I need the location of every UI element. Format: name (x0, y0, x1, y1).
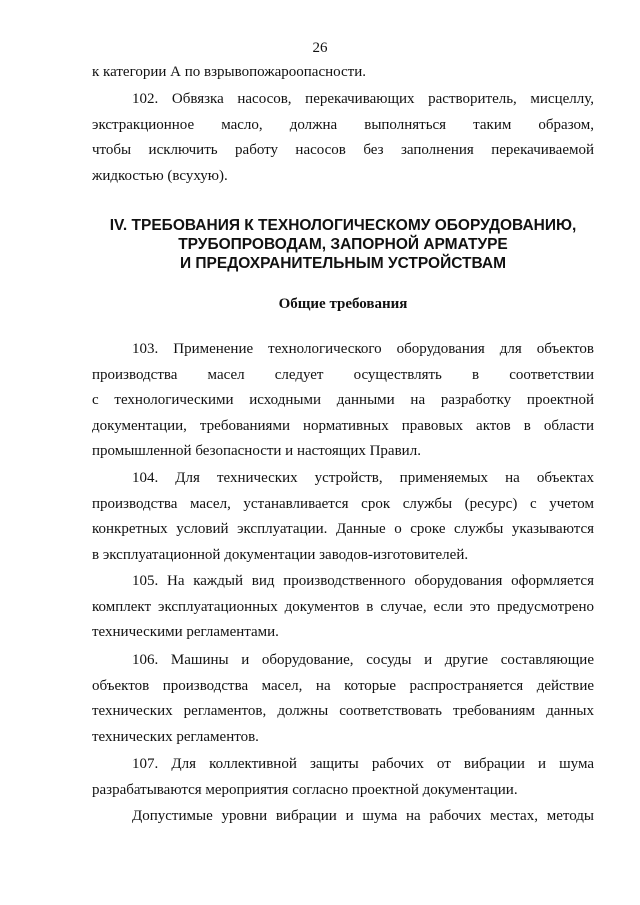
paragraph-104 (92, 466, 594, 568)
text-line: технических регламентов, должны соответствовать требованиям данных (92, 703, 594, 719)
paragraph-103 (92, 337, 594, 465)
text-line: 105. На каждый вид производственного оборудования оформляется (132, 573, 594, 589)
page-number: 26 (312, 40, 328, 56)
text-line: 107. Для коллективной защиты рабочих от вибрации и шума (132, 756, 594, 772)
text-line: производства масел следует осуществлять в соответствии (92, 366, 594, 383)
paragraph-105 (92, 569, 594, 646)
text-line: в эксплуатационной документации заводов-изготовителей. (92, 546, 469, 563)
text-line: к категории А по взрывопожароопасности. (92, 64, 366, 80)
text-line: экстракционное масло, должна выполняться таким образом, (92, 116, 594, 133)
text-line: 103. Применение технологического оборудования для объектов (132, 341, 594, 357)
text-line: промышленной безопасности и настоящих Правил. (92, 443, 421, 459)
text-line: жидкостью (всухую). (92, 167, 228, 184)
text-line: техническими регламентами. (92, 624, 279, 640)
section-heading (92, 216, 594, 273)
heading-line: И ПРЕДОХРАНИТЕЛЬНЫМ УСТРОЙСТВАМ (179, 255, 507, 272)
text-line: документации, требованиями нормативных правовых актов в области (92, 417, 594, 434)
text-line: 106. Машины и оборудование, сосуды и другие составляющие (132, 652, 594, 668)
text-line: 102. Обвязка насосов, перекачивающих растворитель, мисцеллу, (132, 91, 594, 107)
text-line: конкретных условий эксплуатации. Данные о сроке службы указываются (92, 521, 594, 537)
paragraph-107 (92, 752, 594, 803)
text-line: технических регламентов. (92, 728, 259, 745)
subheading: Общие требования (278, 296, 408, 312)
text-line: чтобы исключить работу насосов без заполнения перекачиваемой (92, 142, 594, 158)
text-line: объектов производства масел, на которые распространяется действие (92, 677, 594, 694)
paragraph-vibration-levels (92, 804, 594, 830)
heading-line: ТРУБОПРОВОДАМ, ЗАПОРНОЙ АРМАТУРЕ (178, 236, 508, 253)
text-line: Допустимые уровни вибрации и шума на рабочих местах, методы (132, 808, 594, 824)
text-line: производства масел, устанавливается срок службы (ресурс) с учетом (92, 495, 594, 512)
paragraph-102 (92, 87, 594, 189)
text-line: разрабатываются мероприятия согласно проектной документации. (92, 781, 518, 798)
text-line: комплект эксплуатационных документов в случае, если это предусмотрено (92, 598, 594, 615)
paragraph-continuation (92, 60, 594, 86)
paragraph-106 (92, 648, 594, 750)
heading-line: IV. ТРЕБОВАНИЯ К ТЕХНОЛОГИЧЕСКОМУ ОБОРУДОВАНИЮ, (109, 217, 577, 234)
text-line: с технологическими исходными данными на разработку проектной (92, 392, 594, 408)
text-line: 104. Для технических устройств, применяемых на объектах (132, 470, 594, 486)
